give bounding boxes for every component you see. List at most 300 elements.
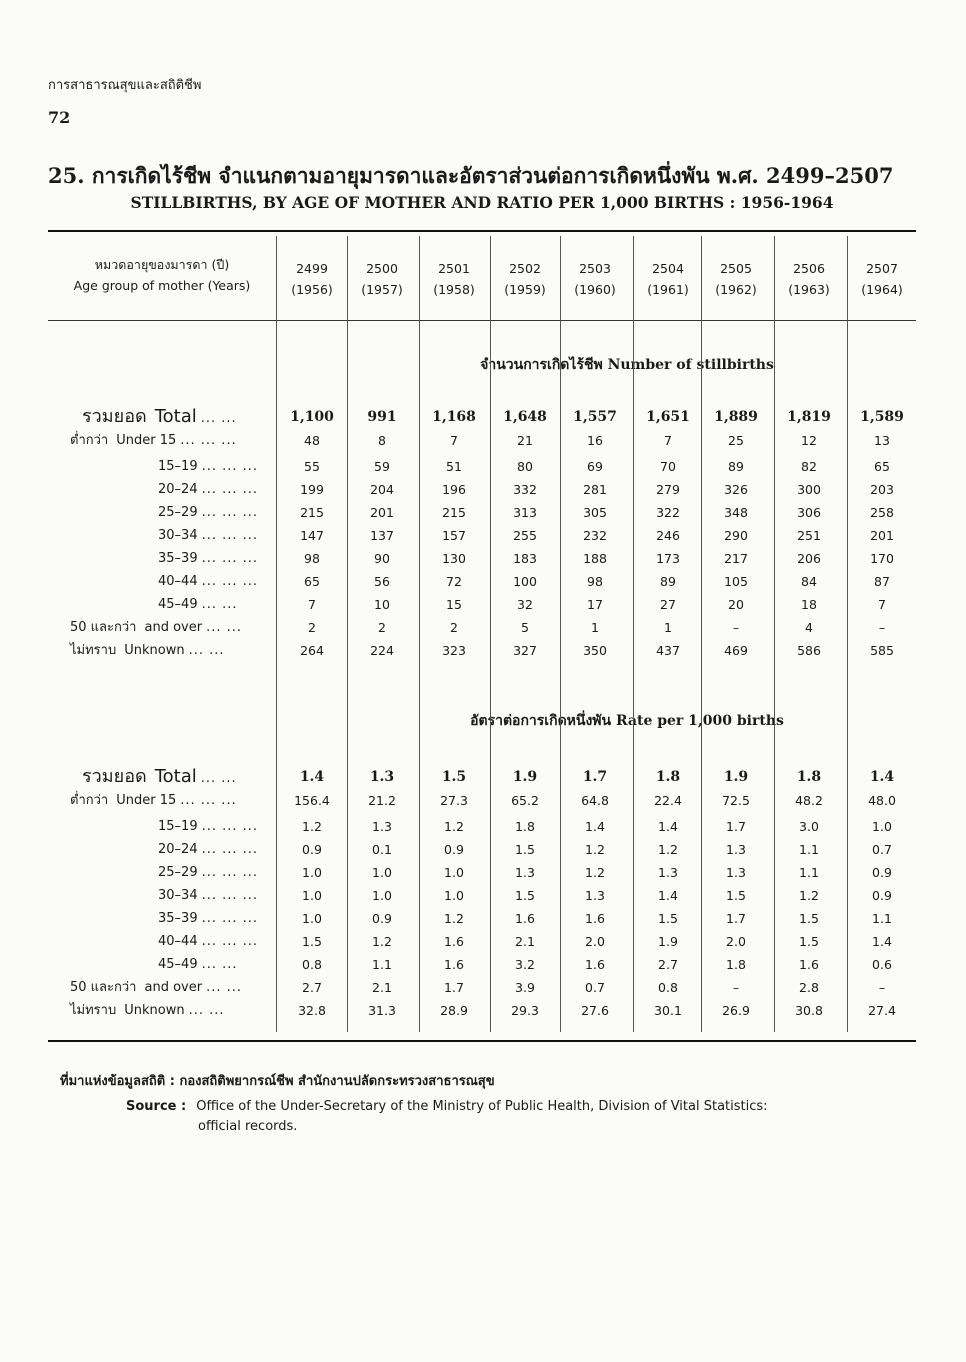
rate-cell: 2.7	[658, 957, 678, 972]
header-year	[848, 258, 916, 300]
row-leader-dots: ... ... ...	[201, 865, 259, 880]
rate-cell: 1.6	[515, 911, 535, 926]
count-row-label	[158, 525, 258, 547]
source-label: Source :	[126, 1099, 187, 1114]
count-cell: 323	[442, 643, 466, 658]
row-leader-dots: ... ... ...	[201, 505, 259, 520]
table-title-english: STILLBIRTHS, BY AGE OF MOTHER AND RATIO PER 1,000 BIRTHS : 1956-1964	[130, 193, 834, 212]
rate-cell: 1.4	[585, 819, 605, 834]
count-cell: 82	[801, 459, 817, 474]
rate-cell: 3.0	[799, 819, 819, 834]
rate-cell: 27.4	[868, 1003, 896, 1018]
count-cell: 199	[300, 482, 324, 497]
header-year-ce: (1961)	[647, 282, 689, 297]
count-row-label	[70, 617, 242, 639]
row-label-english: Unknown	[124, 1003, 185, 1018]
rate-cell: 1.0	[302, 865, 322, 880]
rate-cell: 0.8	[302, 957, 322, 972]
rate-row-label	[158, 816, 258, 838]
count-cell: 281	[583, 482, 607, 497]
count-cell: 437	[656, 643, 680, 658]
rate-cell: 0.9	[444, 842, 464, 857]
header-year-ce: (1957)	[361, 282, 403, 297]
rate-cell: 1.6	[585, 957, 605, 972]
count-cell: 89	[728, 459, 744, 474]
rate-cell: 1.2	[302, 819, 322, 834]
count-cell: 348	[724, 505, 748, 520]
row-leader-dots: ... ... ...	[201, 551, 259, 566]
row-label-thai: 50 และกว่า	[70, 620, 137, 635]
rate-row-label	[158, 954, 238, 976]
row-leader-dots: ... ...	[200, 411, 237, 426]
count-cell: 279	[656, 482, 680, 497]
row-label-thai: รวมยอด	[82, 766, 147, 787]
header-year-be: 2501	[438, 261, 470, 276]
count-cell: 306	[797, 505, 821, 520]
rate-cell: 0.6	[872, 957, 892, 972]
rate-cell: 1.3	[658, 865, 678, 880]
rate-cell: 1.5	[799, 911, 819, 926]
count-row-label	[70, 430, 237, 452]
row-leader-dots: ... ...	[201, 957, 238, 972]
count-cell: 246	[656, 528, 680, 543]
rate-cell: 1.3	[726, 842, 746, 857]
row-label-english: 20–24	[158, 482, 198, 497]
rate-cell: 0.9	[872, 888, 892, 903]
table-title-thai: 25. การเกิดไร้ชีพ จำแนกตามอายุมารดาและอัตราส่วนต่อการเกิดหนึ่งพัน พ.ศ. 2499–2507	[48, 163, 894, 188]
row-label-english: 30–34	[158, 528, 198, 543]
row-label-english: Total	[154, 406, 197, 427]
rate-cell: 2.8	[799, 980, 819, 995]
count-cell: 327	[513, 643, 537, 658]
count-cell: 201	[870, 528, 894, 543]
rate-cell: 2.7	[302, 980, 322, 995]
column-rule	[701, 236, 702, 1032]
count-cell: 469	[724, 643, 748, 658]
count-cell: 1,889	[714, 409, 758, 425]
count-cell: 224	[370, 643, 394, 658]
rate-row-label	[70, 1000, 225, 1022]
rate-cell: 29.3	[511, 1003, 539, 1018]
rate-cell: 0.9	[372, 911, 392, 926]
count-cell: 84	[801, 574, 817, 589]
rate-row-label	[158, 885, 258, 907]
count-cell: 20	[728, 597, 744, 612]
header-age-group-english: Age group of mother (Years)	[73, 278, 251, 293]
count-row-label	[158, 456, 258, 478]
rate-cell: 1.5	[658, 911, 678, 926]
count-cell: 147	[300, 528, 324, 543]
rate-cell: 2.0	[585, 934, 605, 949]
source-english	[126, 1097, 866, 1137]
header-year-ce: (1959)	[504, 282, 546, 297]
rate-cell: 1.0	[372, 865, 392, 880]
count-cell: 7	[450, 433, 458, 448]
header-year	[491, 258, 559, 300]
count-cell: 2	[378, 620, 386, 635]
count-cell: 12	[801, 433, 817, 448]
rate-cell: 30.8	[795, 1003, 823, 1018]
count-cell: 204	[370, 482, 394, 497]
column-rule	[419, 236, 420, 1032]
count-cell: 56	[374, 574, 390, 589]
rate-row-label	[70, 790, 237, 812]
count-cell: 290	[724, 528, 748, 543]
rate-cell: 28.9	[440, 1003, 468, 1018]
count-cell: 232	[583, 528, 607, 543]
count-row-label	[158, 594, 238, 616]
row-leader-dots: ... ... ...	[201, 888, 259, 903]
count-cell: 15	[446, 597, 462, 612]
row-label-english: 45–49	[158, 957, 198, 972]
header-year-ce: (1958)	[433, 282, 475, 297]
count-cell: 18	[801, 597, 817, 612]
column-rule	[347, 236, 348, 1032]
rate-row-label	[70, 977, 242, 999]
rate-cell: 1.3	[726, 865, 746, 880]
count-row-label	[158, 548, 258, 570]
header-year-be: 2505	[720, 261, 752, 276]
count-cell: 48	[304, 433, 320, 448]
rate-cell: 1.5	[515, 842, 535, 857]
rate-cell: 1.9	[512, 769, 538, 785]
row-leader-dots: ... ... ...	[201, 819, 259, 834]
count-cell: 5	[521, 620, 529, 635]
count-cell: 2	[308, 620, 316, 635]
rate-cell: 3.9	[515, 980, 535, 995]
rate-cell: 1.6	[585, 911, 605, 926]
count-cell: 215	[442, 505, 466, 520]
rate-cell: 1.7	[582, 769, 608, 785]
section-title-counts: จำนวนการเกิดไร้ชีพ Number of stillbirths	[480, 357, 774, 373]
row-label-english: 35–39	[158, 911, 198, 926]
count-cell: 69	[587, 459, 603, 474]
count-cell: 170	[870, 551, 894, 566]
table-bottom-rule	[48, 1040, 916, 1042]
row-label-english: and over	[144, 980, 203, 995]
rate-cell: 1.9	[723, 769, 749, 785]
count-cell: 51	[446, 459, 462, 474]
row-leader-dots: ... ...	[200, 771, 237, 786]
rate-cell: 1.0	[444, 865, 464, 880]
source-thai: ที่มาแห่งข้อมูลสถิติ : กองสถิติพยากรณ์ชีพ สำนักงานปลัดกระทรวงสาธารณสุข	[60, 1074, 495, 1089]
header-year	[702, 258, 770, 300]
header-year	[634, 258, 702, 300]
rate-row-label	[158, 862, 258, 884]
count-cell: 1,651	[646, 409, 690, 425]
count-cell: 17	[587, 597, 603, 612]
rate-cell: 1.3	[369, 769, 395, 785]
row-label-english: 15–19	[158, 459, 198, 474]
row-label-english: 20–24	[158, 842, 198, 857]
row-label-thai: 50 และกว่า	[70, 980, 137, 995]
rate-cell: 65.2	[511, 793, 539, 808]
count-cell: 59	[374, 459, 390, 474]
source-text-line-1: Office of the Under-Secretary of the Ministry of Public Health, Division of Vital Statistics:	[196, 1099, 768, 1114]
header-year-be: 2506	[793, 261, 825, 276]
count-cell: 203	[870, 482, 894, 497]
row-leader-dots: ... ...	[188, 643, 225, 658]
count-cell: 7	[664, 433, 672, 448]
rate-cell: 1.3	[585, 888, 605, 903]
count-cell: 585	[870, 643, 894, 658]
count-cell: 322	[656, 505, 680, 520]
row-label-thai: ไม่ทราบ	[70, 1003, 117, 1018]
count-cell: 258	[870, 505, 894, 520]
rate-cell: 27.6	[581, 1003, 609, 1018]
count-cell: 4	[805, 620, 813, 635]
rate-row-label	[158, 931, 258, 953]
count-cell: 255	[513, 528, 537, 543]
count-cell: 10	[374, 597, 390, 612]
row-leader-dots: ... ...	[201, 597, 238, 612]
rate-cell: 1.3	[372, 819, 392, 834]
count-cell: 201	[370, 505, 394, 520]
rate-cell: 1.1	[872, 911, 892, 926]
row-leader-dots: ... ... ...	[201, 842, 259, 857]
rate-cell: 1.6	[444, 934, 464, 949]
row-leader-dots: ... ... ...	[201, 482, 259, 497]
count-cell: 1,168	[432, 409, 476, 425]
rate-cell: 1.2	[585, 842, 605, 857]
rate-cell: 1.4	[869, 769, 895, 785]
rate-cell: 1.5	[726, 888, 746, 903]
count-cell: 105	[724, 574, 748, 589]
count-cell: 1,589	[860, 409, 904, 425]
header-year-ce: (1962)	[715, 282, 757, 297]
rate-cell: 27.3	[440, 793, 468, 808]
row-leader-dots: ... ...	[206, 980, 243, 995]
count-row-label	[70, 640, 225, 662]
count-cell: 32	[517, 597, 533, 612]
count-cell: 1	[664, 620, 672, 635]
rate-cell: –	[878, 980, 886, 995]
rate-cell: 22.4	[654, 793, 682, 808]
count-cell: 1,100	[290, 409, 334, 425]
count-cell: 217	[724, 551, 748, 566]
count-row-label	[158, 571, 258, 593]
rate-row-label	[158, 908, 258, 930]
count-row-label	[82, 406, 237, 428]
count-cell: 7	[308, 597, 316, 612]
count-cell: 98	[304, 551, 320, 566]
count-row-label	[158, 502, 258, 524]
count-row-label	[158, 479, 258, 501]
count-cell: 21	[517, 433, 533, 448]
row-label-english: Under 15	[116, 433, 177, 448]
rate-cell: 1.7	[726, 911, 746, 926]
rate-cell: –	[732, 980, 740, 995]
count-cell: –	[878, 620, 886, 635]
rate-cell: 1.8	[515, 819, 535, 834]
count-cell: 70	[660, 459, 676, 474]
header-year	[420, 258, 488, 300]
header-year-ce: (1960)	[574, 282, 616, 297]
count-cell: 13	[874, 433, 890, 448]
count-cell: 188	[583, 551, 607, 566]
rate-cell: 1.4	[299, 769, 325, 785]
rate-cell: 1.7	[444, 980, 464, 995]
header-year-be: 2500	[366, 261, 398, 276]
count-cell: 16	[587, 433, 603, 448]
row-label-english: 45–49	[158, 597, 198, 612]
rate-cell: 1.2	[585, 865, 605, 880]
rate-cell: 48.0	[868, 793, 896, 808]
rate-cell: 1.7	[726, 819, 746, 834]
row-label-english: and over	[144, 620, 203, 635]
rate-cell: 1.8	[655, 769, 681, 785]
count-cell: 7	[878, 597, 886, 612]
row-leader-dots: ... ... ...	[201, 528, 259, 543]
rate-cell: 0.7	[872, 842, 892, 857]
count-cell: 173	[656, 551, 680, 566]
count-cell: 72	[446, 574, 462, 589]
count-cell: 264	[300, 643, 324, 658]
rate-cell: 1.0	[302, 888, 322, 903]
row-label-english: 25–29	[158, 865, 198, 880]
row-leader-dots: ... ...	[206, 620, 243, 635]
count-cell: 2	[450, 620, 458, 635]
stillbirth-table	[48, 230, 916, 1042]
column-rule	[560, 236, 561, 1032]
rate-cell: 2.1	[372, 980, 392, 995]
rate-cell: 1.6	[799, 957, 819, 972]
rate-cell: 64.8	[581, 793, 609, 808]
count-cell: 8	[378, 433, 386, 448]
rate-cell: 48.2	[795, 793, 823, 808]
header-year-be: 2499	[296, 261, 328, 276]
rate-cell: 31.3	[368, 1003, 396, 1018]
column-rule	[633, 236, 634, 1032]
row-leader-dots: ... ... ...	[201, 574, 259, 589]
header-year-be: 2502	[509, 261, 541, 276]
row-label-english: 25–29	[158, 505, 198, 520]
header-age-group	[48, 254, 276, 296]
count-cell: 55	[304, 459, 320, 474]
row-leader-dots: ... ... ...	[201, 934, 259, 949]
table-header-rule	[48, 320, 916, 321]
rate-cell: 26.9	[722, 1003, 750, 1018]
row-label-english: 40–44	[158, 934, 198, 949]
column-rule	[774, 236, 775, 1032]
rate-cell: 1.3	[515, 865, 535, 880]
count-cell: 98	[587, 574, 603, 589]
rate-cell: 72.5	[722, 793, 750, 808]
running-head: การสาธารณสุขและสถิติชีพ	[48, 78, 202, 93]
column-rule	[490, 236, 491, 1032]
count-cell: 332	[513, 482, 537, 497]
row-label-thai: ไม่ทราบ	[70, 643, 117, 658]
header-age-group-thai: หมวดอายุของมารดา (ปี)	[94, 257, 230, 272]
count-cell: 25	[728, 433, 744, 448]
source-text-line-2: official records.	[198, 1119, 298, 1134]
rate-cell: 1.4	[658, 888, 678, 903]
rate-cell: 0.1	[372, 842, 392, 857]
count-cell: 300	[797, 482, 821, 497]
count-cell: 586	[797, 643, 821, 658]
count-cell: 100	[513, 574, 537, 589]
count-cell: 196	[442, 482, 466, 497]
row-leader-dots: ... ... ...	[180, 433, 237, 448]
count-cell: 89	[660, 574, 676, 589]
rate-cell: 2.1	[515, 934, 535, 949]
rate-cell: 0.9	[872, 865, 892, 880]
section-title-rates: อัตราต่อการเกิดหนึ่งพัน Rate per 1,000 births	[470, 713, 784, 729]
rate-cell: 0.8	[658, 980, 678, 995]
count-cell: 215	[300, 505, 324, 520]
row-label-english: 30–34	[158, 888, 198, 903]
count-cell: 87	[874, 574, 890, 589]
header-year-be: 2507	[866, 261, 898, 276]
count-cell: 27	[660, 597, 676, 612]
page-number: 72	[48, 108, 71, 127]
rate-cell: 1.0	[444, 888, 464, 903]
row-leader-dots: ... ... ...	[180, 793, 237, 808]
header-year	[561, 258, 629, 300]
rate-cell: 1.5	[799, 934, 819, 949]
count-cell: 1	[591, 620, 599, 635]
count-cell: 1,648	[503, 409, 547, 425]
rate-cell: 1.0	[302, 911, 322, 926]
rate-cell: 1.6	[444, 957, 464, 972]
header-year-ce: (1963)	[788, 282, 830, 297]
rate-cell: 1.0	[872, 819, 892, 834]
row-leader-dots: ... ... ...	[201, 459, 259, 474]
count-cell: 65	[874, 459, 890, 474]
rate-cell: 3.2	[515, 957, 535, 972]
count-cell: 206	[797, 551, 821, 566]
count-cell: 251	[797, 528, 821, 543]
rate-cell: 1.2	[372, 934, 392, 949]
rate-cell: 1.2	[444, 819, 464, 834]
row-label-english: Total	[154, 766, 197, 787]
count-cell: 157	[442, 528, 466, 543]
table-top-rule	[48, 230, 916, 232]
header-year-ce: (1956)	[291, 282, 333, 297]
rate-cell: 156.4	[294, 793, 330, 808]
row-label-thai: ต่ำกว่า	[70, 433, 109, 448]
count-cell: 1,557	[573, 409, 617, 425]
rate-cell: 1.1	[372, 957, 392, 972]
rate-row-label	[158, 839, 258, 861]
count-cell: 90	[374, 551, 390, 566]
rate-cell: 1.5	[302, 934, 322, 949]
rate-cell: 21.2	[368, 793, 396, 808]
rate-cell: 1.4	[658, 819, 678, 834]
header-year-ce: (1964)	[861, 282, 903, 297]
rate-row-label	[82, 766, 237, 788]
rate-cell: 0.7	[585, 980, 605, 995]
column-rule	[276, 236, 277, 1032]
count-cell: 350	[583, 643, 607, 658]
header-year	[278, 258, 346, 300]
rate-cell: 1.9	[658, 934, 678, 949]
count-cell: 80	[517, 459, 533, 474]
header-year	[775, 258, 843, 300]
count-cell: –	[732, 620, 740, 635]
row-leader-dots: ... ... ...	[201, 911, 259, 926]
row-label-english: Under 15	[116, 793, 177, 808]
rate-cell: 1.1	[799, 865, 819, 880]
count-cell: 991	[367, 409, 397, 425]
header-year-be: 2504	[652, 261, 684, 276]
row-label-english: 15–19	[158, 819, 198, 834]
row-label-english: 35–39	[158, 551, 198, 566]
rate-cell: 0.9	[302, 842, 322, 857]
count-cell: 183	[513, 551, 537, 566]
rate-cell: 1.8	[726, 957, 746, 972]
rate-cell: 1.5	[441, 769, 467, 785]
